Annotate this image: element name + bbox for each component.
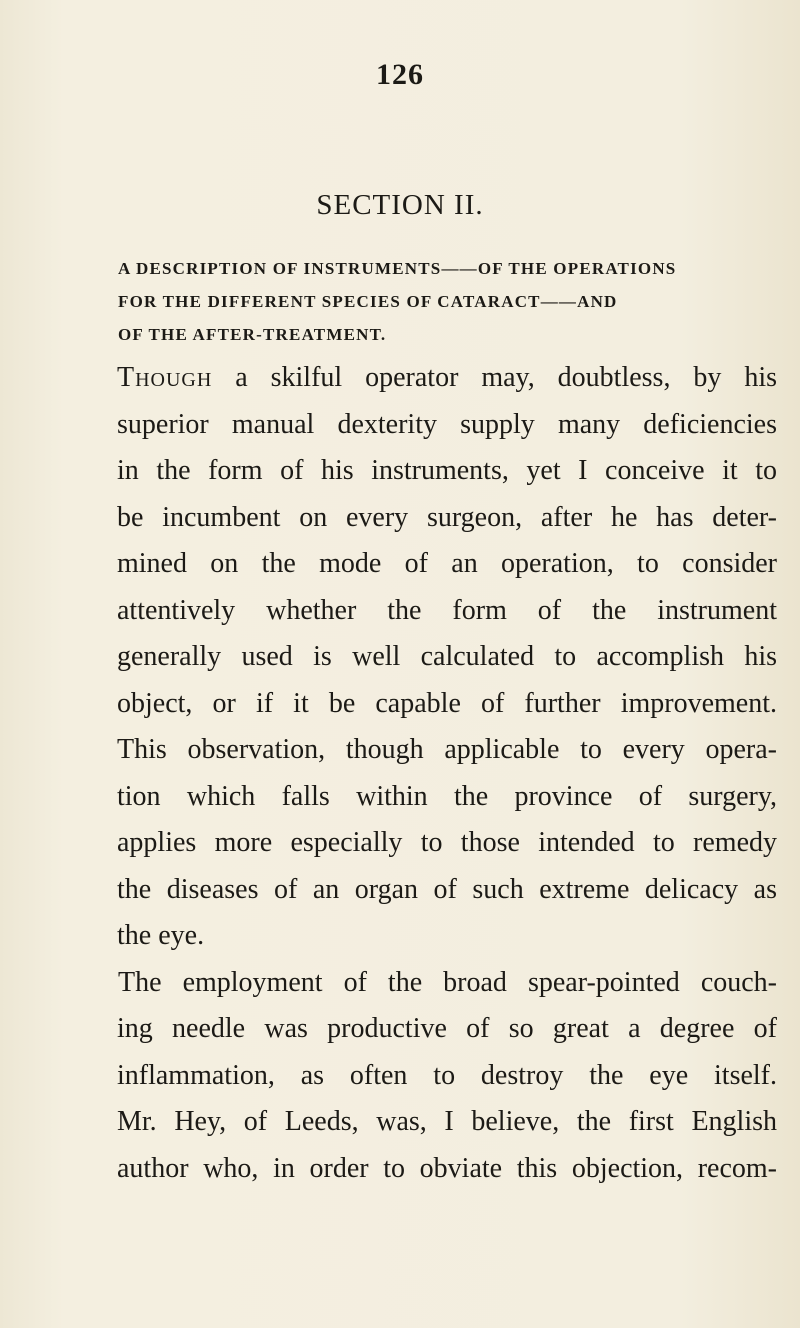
paragraph-line: ing needle was productive of so great a degree of <box>117 1013 777 1044</box>
subtitle-line: FOR THE DIFFERENT SPECIES OF CATARACT——AND <box>118 292 618 311</box>
paragraph-line: Mr. Hey, of Leeds, was, I believe, the first English <box>117 1106 777 1137</box>
paragraph-line: inflammation, as often to destroy the eye itself. <box>117 1059 777 1091</box>
paragraph-line: superior manual dexterity supply many deficiencies <box>117 408 777 440</box>
subtitle-line: OF THE AFTER-TREATMENT. <box>118 325 387 344</box>
paragraph-line: author who, in order to obviate this objection, recom- <box>117 1152 777 1184</box>
paragraph-line: mined on the mode of an operation, to consider <box>117 548 777 579</box>
paragraph-line: tion which falls within the province of surgery, <box>117 780 777 812</box>
paragraph-line: be incumbent on every surgeon, after he has deter- <box>117 501 777 533</box>
body-text <box>117 355 777 1192</box>
paragraph-line: applies more especially to those intended to remedy <box>117 827 777 858</box>
paragraph-line: attentively whether the form of the instrument <box>117 594 777 626</box>
paragraph-line: object, or if it be capable of further improvement. <box>117 687 777 719</box>
section-subtitle <box>118 252 768 351</box>
section-title: SECTION II. <box>316 189 484 221</box>
paragraph-line: The employment of the broad spear-pointed couch- <box>118 966 777 998</box>
page-number: 126 <box>376 58 424 91</box>
paragraph-line: the diseases of an organ of such extreme delicacy as <box>117 873 777 905</box>
paragraph-line: This observation, though applicable to every opera- <box>117 734 777 765</box>
paragraph-line: generally used is well calculated to accomplish his <box>117 641 777 672</box>
subtitle-line: A DESCRIPTION OF INSTRUMENTS——OF THE OPERATIONS <box>118 259 677 278</box>
paragraph-1-line-1-rest: a skilful operator may, doubtless, by his <box>212 362 777 393</box>
paragraph-line: in the form of his instruments, yet I conceive it to <box>117 455 777 486</box>
paragraph-1-line-1 <box>117 355 777 402</box>
lead-word: Though <box>117 362 213 393</box>
paragraph-line: the eye. <box>117 920 205 951</box>
